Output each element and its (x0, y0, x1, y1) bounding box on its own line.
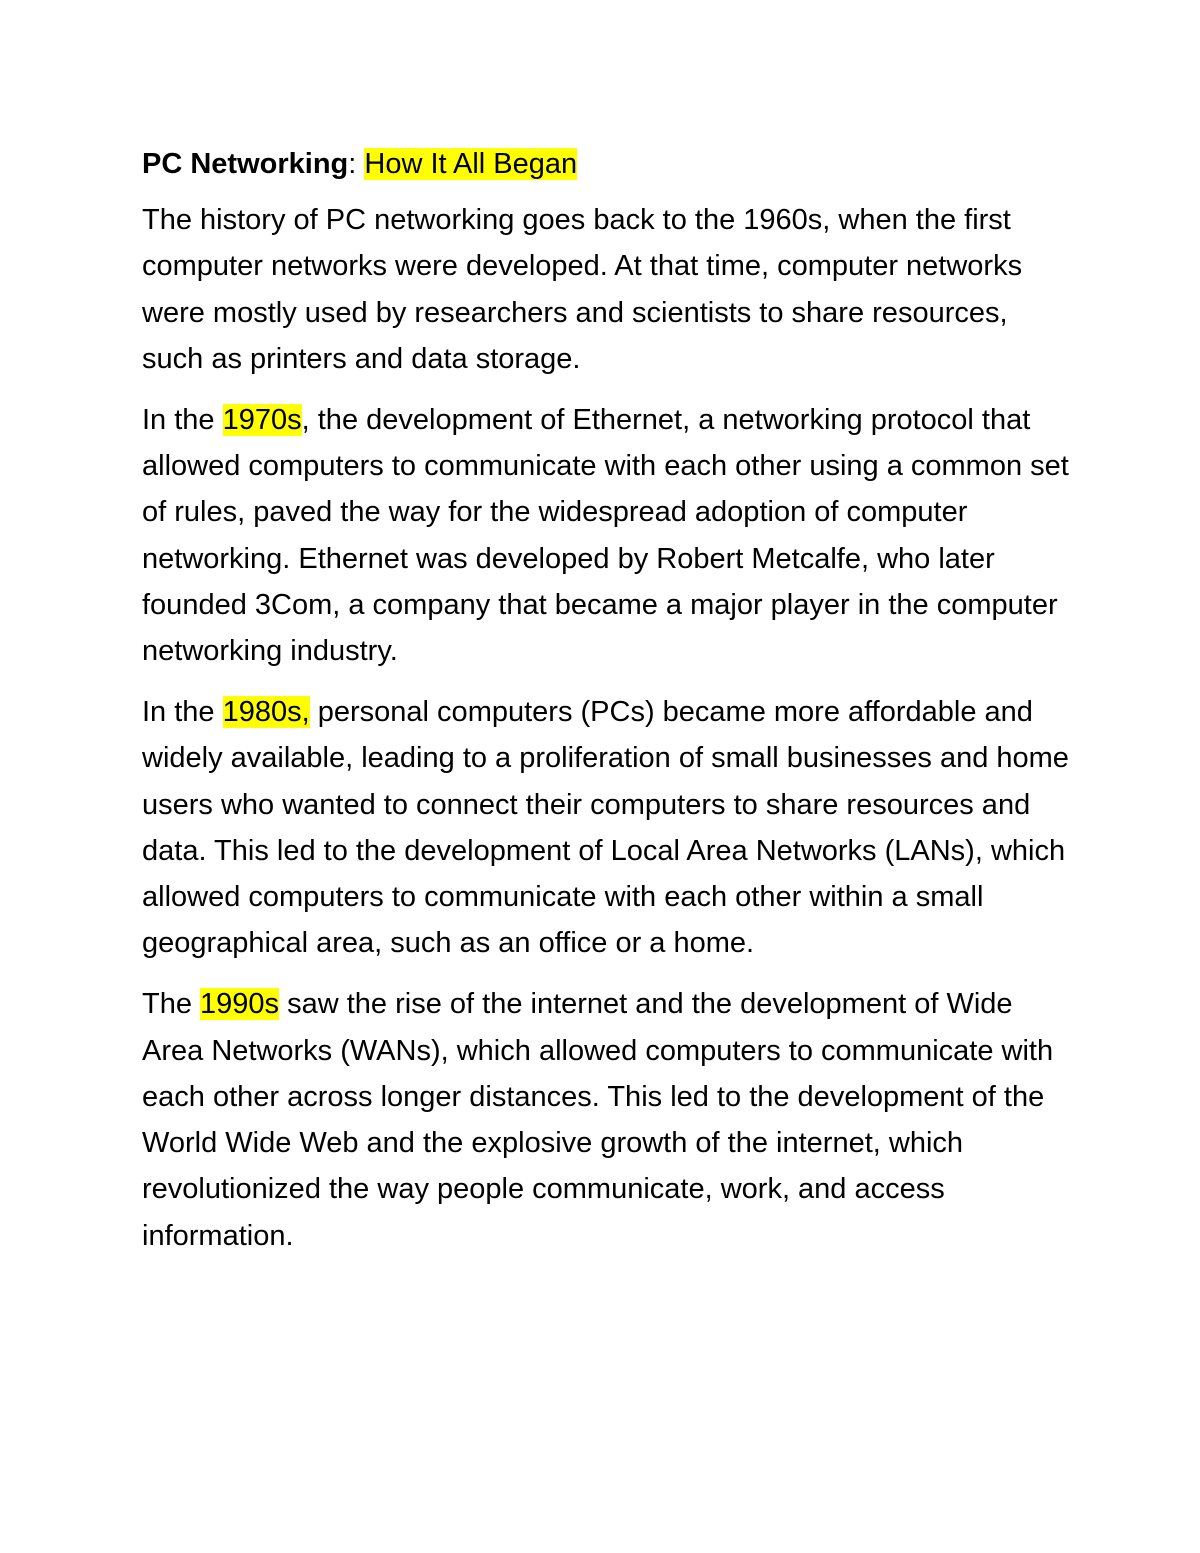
paragraph-text-after: , the development of Ethernet, a networking protocol that allowed computers to communicate with each other using a common set of rules, paved the way for the widespread adoption of computer networking. Ethernet was developed by Robert Metcalfe, who later founded 3Com, a company that became a major player in the computer networking industry. (142, 403, 1069, 668)
paragraph-1990s (142, 981, 1072, 1259)
paragraph-text-after: saw the rise of the internet and the development of Wide Area Networks (WANs), which allowed computers to communicate with each other across longer distances. This led to the development of the World Wide Web and the explosive growth of the internet, which revolutionized the way people communicate, work, and access information. (142, 988, 1054, 1252)
paragraph-text-after: personal computers (PCs) became more affordable and widely available, leading to a proliferation of small businesses and home users who wanted to connect their computers to share resources and data. This led to the development of Local Area Networks (LANs), which allowed computers to communicate with each other within a small geographical area, such as an office or a home. (142, 695, 1069, 960)
title-separator: : (348, 148, 365, 180)
document-title (142, 141, 1072, 187)
document-page (142, 141, 1072, 1274)
paragraph-1980s (142, 689, 1072, 967)
title-bold-text: PC Networking (142, 148, 349, 180)
paragraph-text-before: The (142, 988, 201, 1021)
highlighted-decade: 1970s (222, 403, 302, 436)
paragraph-text: The history of PC networking goes back to the 1960s, when the first computer networks were developed. At that time, computer networks were mostly used by researchers and scientists to share resources, such as printers and data storage. (142, 204, 1023, 375)
title-highlighted-text: How It All Began (364, 148, 578, 180)
highlighted-decade: 1990s (200, 988, 280, 1021)
paragraph-1960s (142, 197, 1072, 382)
paragraph-text-before: In the (142, 695, 223, 728)
highlighted-decade: 1980s, (222, 695, 310, 728)
paragraph-text-before: In the (142, 403, 223, 436)
paragraph-1970s (142, 397, 1072, 675)
